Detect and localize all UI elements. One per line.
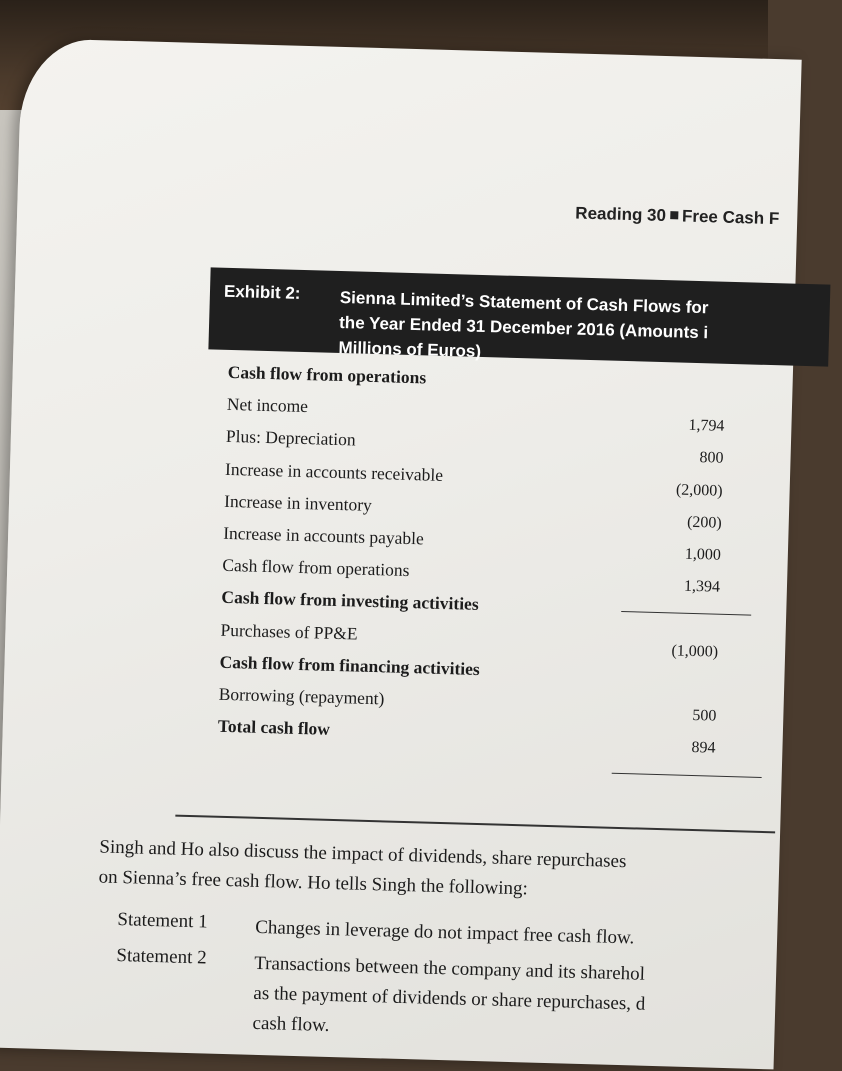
exhibit-title <box>338 285 810 373</box>
exhibit-bottom-rule <box>175 815 775 834</box>
statement-text <box>255 913 635 954</box>
row-value: (200) <box>686 513 722 532</box>
reading-title: Free Cash F <box>681 206 780 229</box>
statement-label: Statement 1 <box>117 909 208 933</box>
header-separator <box>670 211 678 219</box>
running-header <box>575 204 779 230</box>
row-label: Purchases of PP&E <box>220 619 358 644</box>
statement-text-line: cash flow. <box>252 1012 330 1036</box>
exhibit-title-line: Sienna Limited’s Statement of Cash Flows for <box>339 287 709 318</box>
row-value: 894 <box>691 739 716 757</box>
total-rule <box>612 773 762 778</box>
row-label: Increase in accounts receivable <box>224 458 444 485</box>
statement-label: Statement 2 <box>116 944 207 969</box>
row-value: 800 <box>699 449 724 468</box>
statement-text-line: as the payment of dividends or share repurchases, d <box>253 982 646 1015</box>
paragraph-line: on Sienna’s free cash flow. Ho tells Singh the following: <box>98 866 529 900</box>
row-label: Total cash flow <box>217 715 331 740</box>
row-label: Increase in accounts payable <box>222 522 425 549</box>
book-page <box>0 38 802 1069</box>
statement-text-line: Transactions between the company and its sharehol <box>253 952 646 985</box>
row-label: Borrowing (repayment) <box>218 683 385 709</box>
row-label: Cash flow from financing activities <box>219 651 481 679</box>
row-value: 1,000 <box>684 545 722 564</box>
row-label: Cash flow from investing activities <box>221 587 479 615</box>
statement-text-line: Changes in leverage do not impact free cash flow. <box>254 916 635 949</box>
exhibit-title-line: Millions of Euros) <box>338 337 482 361</box>
paragraph-line: Singh and Ho also discuss the impact of dividends, share repurchases <box>99 836 627 873</box>
row-value: (2,000) <box>675 481 723 500</box>
row-value: 1,394 <box>683 577 721 596</box>
row-label: Increase in inventory <box>223 490 373 515</box>
row-value: 500 <box>692 706 717 725</box>
reading-number: Reading 30 <box>575 203 667 226</box>
row-value: 1,794 <box>688 416 725 435</box>
exhibit-title-bar <box>208 267 830 366</box>
row-label: Net income <box>226 394 309 417</box>
row-label: Cash flow from operations <box>227 361 427 388</box>
row-label: Plus: Depreciation <box>225 426 356 450</box>
exhibit-title-line: the Year Ended 31 December 2016 (Amounts i <box>338 312 709 343</box>
row-label: Cash flow from operations <box>222 554 410 581</box>
statement-1 <box>117 909 818 949</box>
exhibit-label: Exhibit 2: <box>223 281 301 303</box>
row-value: (1,000) <box>671 641 719 661</box>
statement-text <box>252 949 646 1050</box>
